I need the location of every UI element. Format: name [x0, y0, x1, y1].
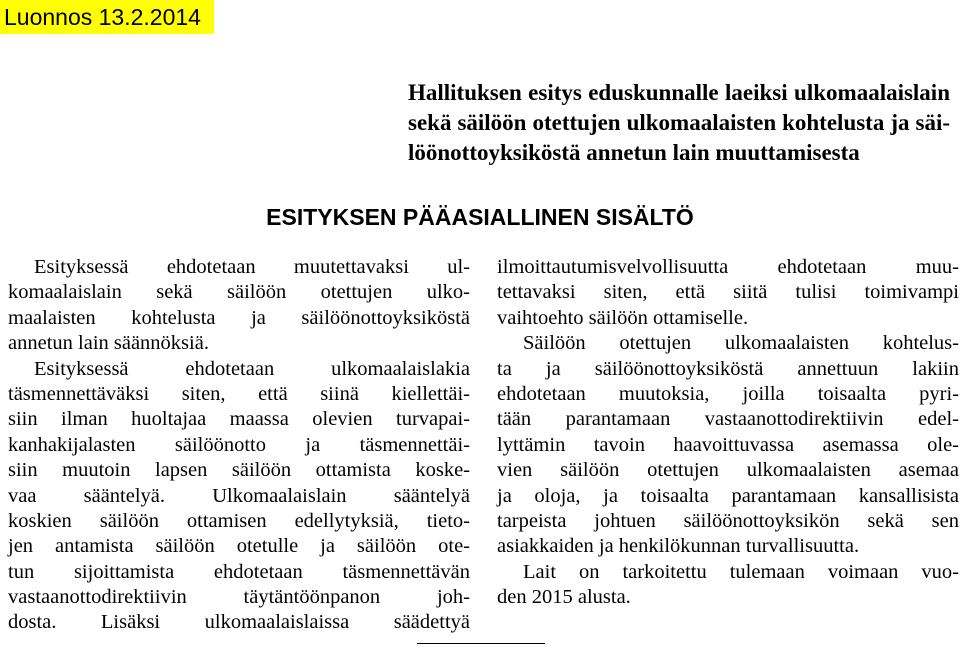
text-line: vaihtoehto säilöön ottamiselle. [497, 306, 749, 329]
section-heading: ESITYKSEN PÄÄASIALLINEN SISÄLTÖ [266, 204, 694, 230]
text-line: vaa sääntelyä. Ulkomaalaislain sääntelyä [8, 484, 470, 507]
draft-label: Luonnos 13.2.2014 [0, 0, 214, 34]
text-line: dosta. Lisäksi ulkomaalaislaissa säädettyä [8, 611, 470, 634]
right-text-column [497, 255, 959, 610]
text-line: kanhakijalasten säilöönotto ja täsmennettäi- [8, 433, 470, 456]
text-line: tun sijoittamista ehdotetaan täsmennettävän [8, 560, 470, 583]
text-line: komaalaislain sekä säilöön otettujen ulko- [8, 281, 470, 304]
text-line: ilmoittautumisvelvollisuutta ehdotetaan muu- [497, 256, 959, 278]
text-line: jen antamista säilöön otetulle ja säilöön ote- [8, 535, 470, 558]
text-line: tettavaksi siten, että siitä tulisi toimivampi [497, 281, 959, 304]
text-line: Lait on tarkoitettu tulemaan voimaan vuo- [523, 560, 959, 583]
text-line: ta ja säilöönottoyksiköstä annettuun lakiin [497, 357, 959, 380]
document-title [408, 78, 950, 168]
text-line: asiakkaiden ja henkilökunnan turvallisuutta. [497, 535, 860, 558]
text-line: Esityksessä ehdotetaan muutettavaksi ul- [34, 256, 470, 278]
text-line: tarpeista johtuen säilöönottoyksikön sekä sen [497, 509, 959, 532]
text-line: maalaisten kohtelusta ja säilöönottoyksiköstä [8, 306, 470, 329]
text-line: vastaanottodirektiivin täytäntöönpanon joh- [8, 586, 470, 609]
text-line: den 2015 alusta. [497, 586, 631, 609]
title-line: Hallituksen esitys eduskunnalle laeiksi ulkomaalaislain [408, 80, 950, 105]
text-line: täsmennettäväksi siten, että siinä kiellettäi- [8, 382, 470, 405]
text-line: siin ilman huoltajaa maassa olevien turvapai- [8, 408, 470, 431]
text-line: Esityksessä ehdotetaan ulkomaalaislakia [34, 357, 470, 380]
text-line: ehdotetaan muutoksia, joilla toisaalta pyri- [497, 382, 959, 405]
footer-rule [417, 643, 545, 644]
text-line: annetun lain säännöksiä. [8, 332, 209, 355]
text-line: vien säilöön otettujen ulkomaalaisten asemaa [497, 459, 959, 482]
left-text-column [8, 255, 470, 636]
text-line: Säilöön otettujen ulkomaalaisten kohtelus- [523, 332, 959, 355]
text-line: lyttämin tavoin haavoittuvassa asemassa ole- [497, 433, 959, 456]
title-line: sekä säilöön otettujen ulkomaalaisten kohtelusta ja säi- [408, 110, 950, 135]
text-line: ja oloja, ja toisaalta parantamaan kansallisista [497, 484, 959, 507]
title-line: löönottoyksiköstä annetun lain muuttamisesta [408, 140, 860, 165]
text-line: siin muutoin lapsen säilöön ottamista koske- [8, 459, 470, 482]
text-line: tään parantamaan vastaanottodirektiivin edel- [497, 408, 959, 431]
text-line: koskien säilöön ottamisen edellytyksiä, tieto- [8, 509, 470, 532]
